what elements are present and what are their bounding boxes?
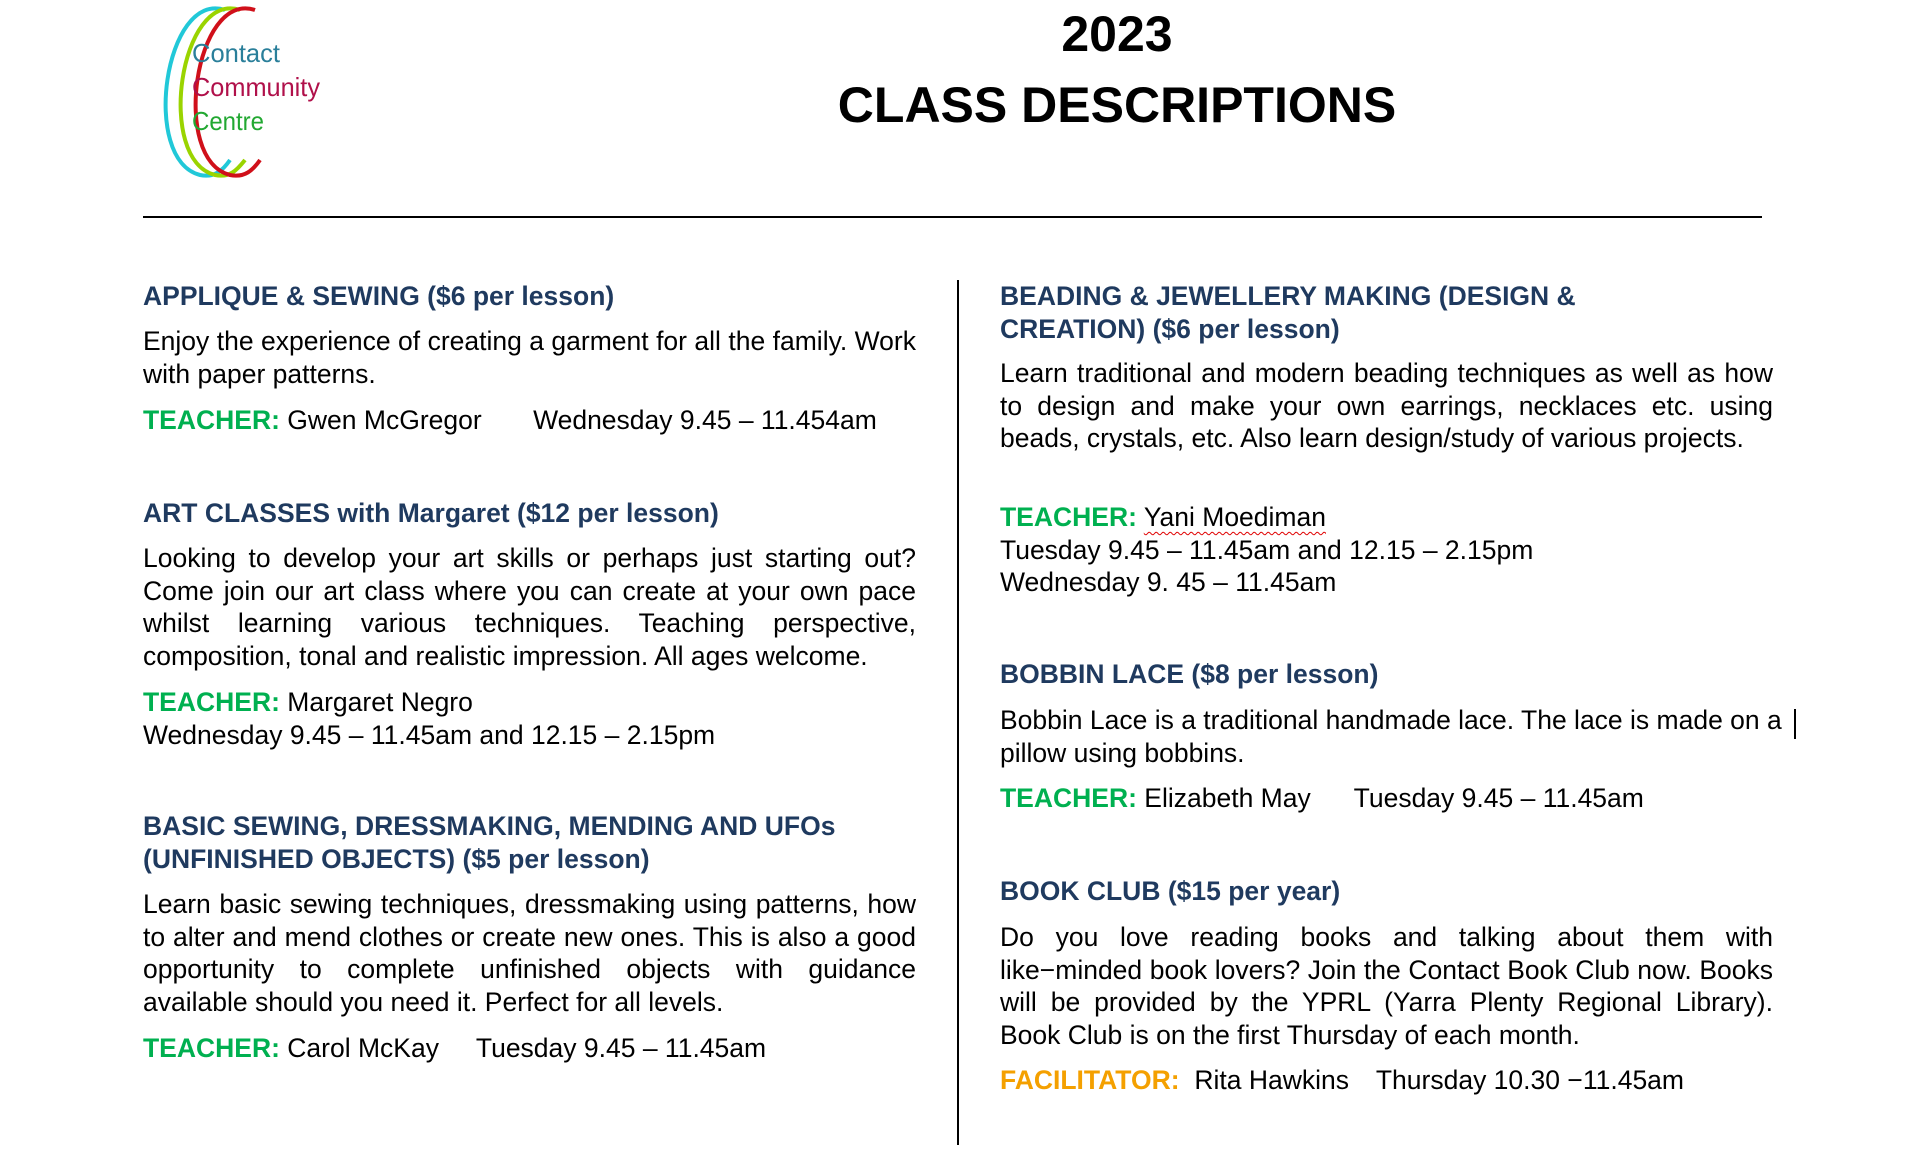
teacher-label: TEACHER:: [143, 1033, 280, 1063]
class-basic-sewing-body: [143, 888, 916, 1018]
class-art-classes: [143, 497, 916, 530]
class-basic-sewing: [143, 810, 916, 875]
class-schedule: Tuesday 9.45 – 11.45am: [1353, 783, 1644, 813]
class-applique-body: [143, 325, 916, 390]
teacher-line: [143, 404, 916, 437]
class-schedule: Tuesday 9.45 – 11.45am: [475, 1033, 767, 1063]
class-heading: APPLIQUE & SEWING ($6 per lesson): [143, 281, 615, 311]
class-description: Learn basic sewing techniques, dressmaking using patterns, how to alter and mend clothes or create new ones. This is also a good opportunity to complete unfinished objects with guidance available should you need it. Perfect for all levels.: [143, 889, 916, 1017]
teacher-name: Carol McKay: [287, 1033, 439, 1063]
class-schedule: Wednesday 9.45 – 11.454am: [533, 405, 877, 435]
teacher-line: [1000, 782, 1773, 815]
class-description: Do you love reading books and talking about them with like−minded book lovers? Join the Contact Book Club now. Books will be provided by the YPRL (Yarra Plenty Regional Library). Book Club is on the first Thursday of each month.: [1000, 922, 1773, 1050]
class-heading: BEADING & JEWELLERY MAKING (DESIGN & CREATION) ($6 per lesson): [1000, 281, 1576, 344]
class-book-club-body: [1000, 921, 1773, 1051]
class-heading: ART CLASSES with Margaret ($12 per lesson): [143, 498, 719, 528]
page-title: CLASS DESCRIPTIONS: [837, 77, 1397, 133]
teacher-line: [143, 1032, 916, 1065]
svg-text:Community: Community: [192, 72, 320, 102]
class-schedule: Wednesday 9.45 – 11.45am and 12.15 – 2.15pm: [143, 719, 716, 750]
column-divider: [957, 280, 959, 1145]
class-description: Enjoy the experience of creating a garment for all the family. Work with paper patterns.: [143, 326, 916, 389]
class-beading-body: [1000, 357, 1773, 455]
class-schedule: Thursday 10.30 −11.45am: [1375, 1065, 1684, 1095]
teacher-label: TEACHER:: [1000, 502, 1137, 532]
class-bobbin-lace: [1000, 658, 1773, 691]
class-beading-jewellery: [1000, 280, 1700, 345]
class-description: Looking to develop your art skills or perhaps just starting out? Come join our art class where you can create at your own pace whilst learning various techniques. Teaching perspective, composition, tonal and realistic impression. All ages welcome.: [143, 543, 916, 671]
class-description-wrap: [1000, 704, 1800, 769]
class-schedule: Wednesday 9. 45 – 11.45am: [1000, 567, 1337, 597]
teacher-label: TEACHER:: [143, 687, 280, 717]
svg-text:Centre: Centre: [192, 106, 264, 136]
teacher-label: TEACHER:: [143, 405, 280, 435]
facilitator-line: [1000, 1064, 1773, 1097]
header-rule: [143, 216, 1762, 218]
year-heading: 2023: [1061, 6, 1173, 62]
teacher-name: Elizabeth May: [1144, 783, 1311, 813]
teacher-line: [1000, 501, 1773, 599]
text-cursor: [1794, 709, 1796, 739]
class-schedule: Tuesday 9.45 – 11.45am and 12.15 – 2.15pm: [1000, 534, 1534, 565]
class-heading: BASIC SEWING, DRESSMAKING, MENDING AND UFOs (UNFINISHED OBJECTS) ($5 per lesson): [143, 811, 836, 874]
class-art-body: [143, 542, 916, 672]
teacher-line: [143, 686, 916, 751]
teacher-label: TEACHER:: [1000, 783, 1137, 813]
class-applique-sewing: [143, 280, 916, 313]
teacher-name: Yani Moediman: [1143, 502, 1326, 532]
class-description: Learn traditional and modern beading techniques as well as how to design and make your own earrings, necklaces etc. using beads, crystals, etc. Also learn design/study of various projects.: [1000, 358, 1773, 453]
class-description: Bobbin Lace is a traditional handmade lace. The lace is made on a pillow using bobbins.: [1000, 705, 1782, 768]
teacher-name: Gwen McGregor: [287, 405, 482, 435]
facilitator-name: Rita Hawkins: [1194, 1065, 1349, 1095]
class-heading: BOBBIN LACE ($8 per lesson): [1000, 659, 1379, 689]
class-heading: BOOK CLUB ($15 per year): [1000, 876, 1341, 906]
svg-text:Contact: Contact: [192, 38, 281, 68]
facilitator-label: FACILITATOR:: [1000, 1065, 1180, 1095]
teacher-name: Margaret Negro: [287, 687, 473, 717]
class-book-club: [1000, 875, 1773, 908]
class-bobbin-body: [1000, 704, 1782, 769]
